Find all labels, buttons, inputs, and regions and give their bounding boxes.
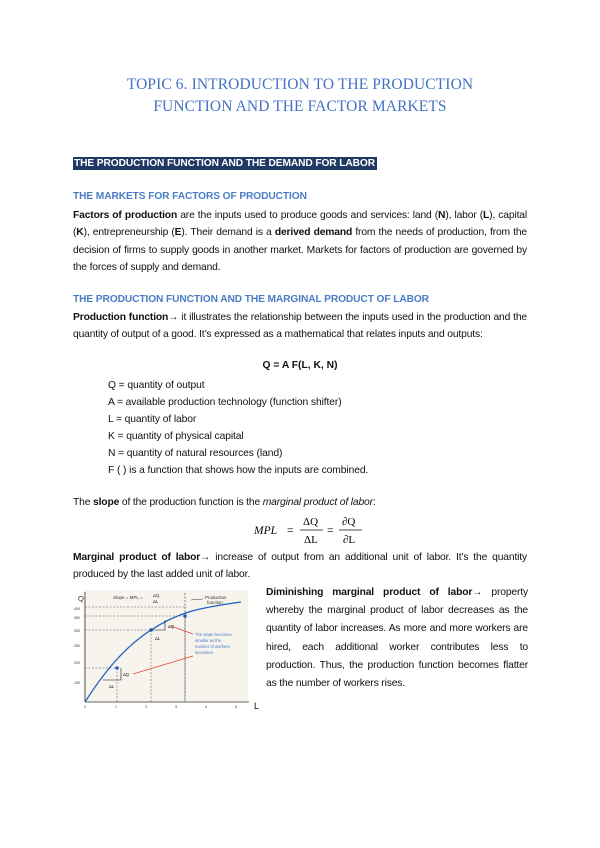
paragraph-mpl: Marginal product of labor→ increase of output from an additional unit of labor. It’s the quantity produced by the last added unit of labor.: [73, 552, 528, 581]
title-line-1: TOPIC 6. INTRODUCTION TO THE PRODUCTION: [126, 76, 474, 93]
subheading-factor-markets: THE MARKETS FOR FACTORS OF PRODUCTION: [73, 191, 307, 202]
definition-item: F ( ) is a function that shows how the inputs are combined.: [108, 465, 369, 477]
x-tick-label: 1: [115, 705, 117, 709]
x-tick-label: 2: [145, 705, 147, 709]
definition-item: Q = quantity of output: [108, 380, 205, 391]
document-title: [60, 74, 540, 118]
x-tick-label: 0: [84, 705, 86, 709]
y-tick-label: 400: [74, 607, 80, 611]
x-tick-label: 4: [205, 705, 207, 709]
paragraph-production-function: Production function→ it illustrates the relationship between the inputs used in the production and the quantity of output of a good. It’s expressed as a mathematical that relates inputs and outputs:: [73, 312, 527, 341]
delta-q-label: ΔQ: [168, 624, 175, 629]
curve-label-1: Production: [205, 595, 227, 600]
y-tick-label: 250: [74, 644, 80, 648]
definition-item: N = quantity of natural resources (land): [108, 448, 283, 460]
note-line: The slope becomes: [195, 632, 232, 637]
paragraph-diminishing: Diminishing marginal product of labor→ property whereby the marginal product of labor decreases as the quantity of labor increases. As more and more workers are hired, each additional worker contributes less to production. Thus, the production function becomes flatter as the number of workers rises.: [266, 587, 528, 690]
slope-frac-num: ΔQ: [153, 593, 160, 598]
y-tick-label: 150: [74, 681, 80, 685]
term-derived-demand: derived demand: [274, 227, 353, 239]
definition-item: A = available production technology (function shifter): [108, 397, 342, 409]
slope-frac-den: ΔL: [153, 599, 159, 604]
production-function-graph: [73, 588, 261, 710]
x-tick-label: 5: [235, 705, 237, 709]
mpl-equation: [254, 512, 374, 548]
mpl-den-2: ∂L: [343, 534, 356, 546]
delta-l-label: ΔL: [109, 684, 115, 689]
paragraph-factors: Factors of production are the inputs used to produce goods and services: land (N), labor (L), capital (K), entrepreneurship (E). Their demand is a derived demand from the needs of production, from the decision of firms to supply goods in another market. Markets for factors of production are governed by the forces of supply and demand.: [73, 210, 528, 274]
slope-label: Slope = MPL =: [113, 595, 143, 600]
delta-l-label: ΔL: [155, 636, 161, 641]
definition-item: K = quantity of physical capital: [108, 431, 244, 443]
mpl-equals-1: =: [287, 525, 294, 537]
note-line: smaller as the: [195, 638, 222, 643]
y-tick-label: 300: [74, 629, 80, 633]
mpl-num-2: ∂Q: [342, 516, 356, 528]
x-tick-label: 3: [175, 705, 177, 709]
title-line-2: FUNCTION AND THE FACTOR MARKETS: [153, 98, 447, 115]
variable-definitions: [108, 377, 368, 480]
curve-label-2: function: [207, 600, 223, 605]
term-factors-of-production: Factors of production: [73, 210, 178, 221]
subheading-production-function: THE PRODUCTION FUNCTION AND THE MARGINAL PRODUCT OF LABOR: [73, 294, 429, 305]
y-tick-label: 200: [74, 661, 80, 665]
note-line: number of workers: [195, 644, 230, 649]
y-tick-label: 350: [74, 616, 80, 620]
mpl-num-1: ΔQ: [303, 516, 319, 528]
mpl-den-1: ΔL: [304, 534, 318, 546]
delta-q-label: ΔQ: [123, 672, 130, 677]
x-axis-label: L: [254, 701, 260, 710]
term-production-function: Production function: [73, 312, 169, 323]
y-axis-label: Q: [78, 594, 84, 603]
term-diminishing-mpl: Diminishing marginal product of labor: [266, 587, 473, 598]
paragraph-slope: The slope of the production function is the marginal product of labor:: [73, 497, 376, 508]
note-line: increases.: [195, 650, 215, 655]
definition-item: L = quantity of labor: [108, 414, 197, 426]
section-heading: THE PRODUCTION FUNCTION AND THE DEMAND FOR LABOR: [74, 158, 375, 169]
production-function-equation: Q = A F(L, K, N): [262, 360, 338, 371]
mpl-lhs: MPL: [254, 525, 277, 537]
mpl-equals-2: =: [327, 525, 334, 537]
term-marginal-product: Marginal product of labor: [73, 552, 201, 563]
